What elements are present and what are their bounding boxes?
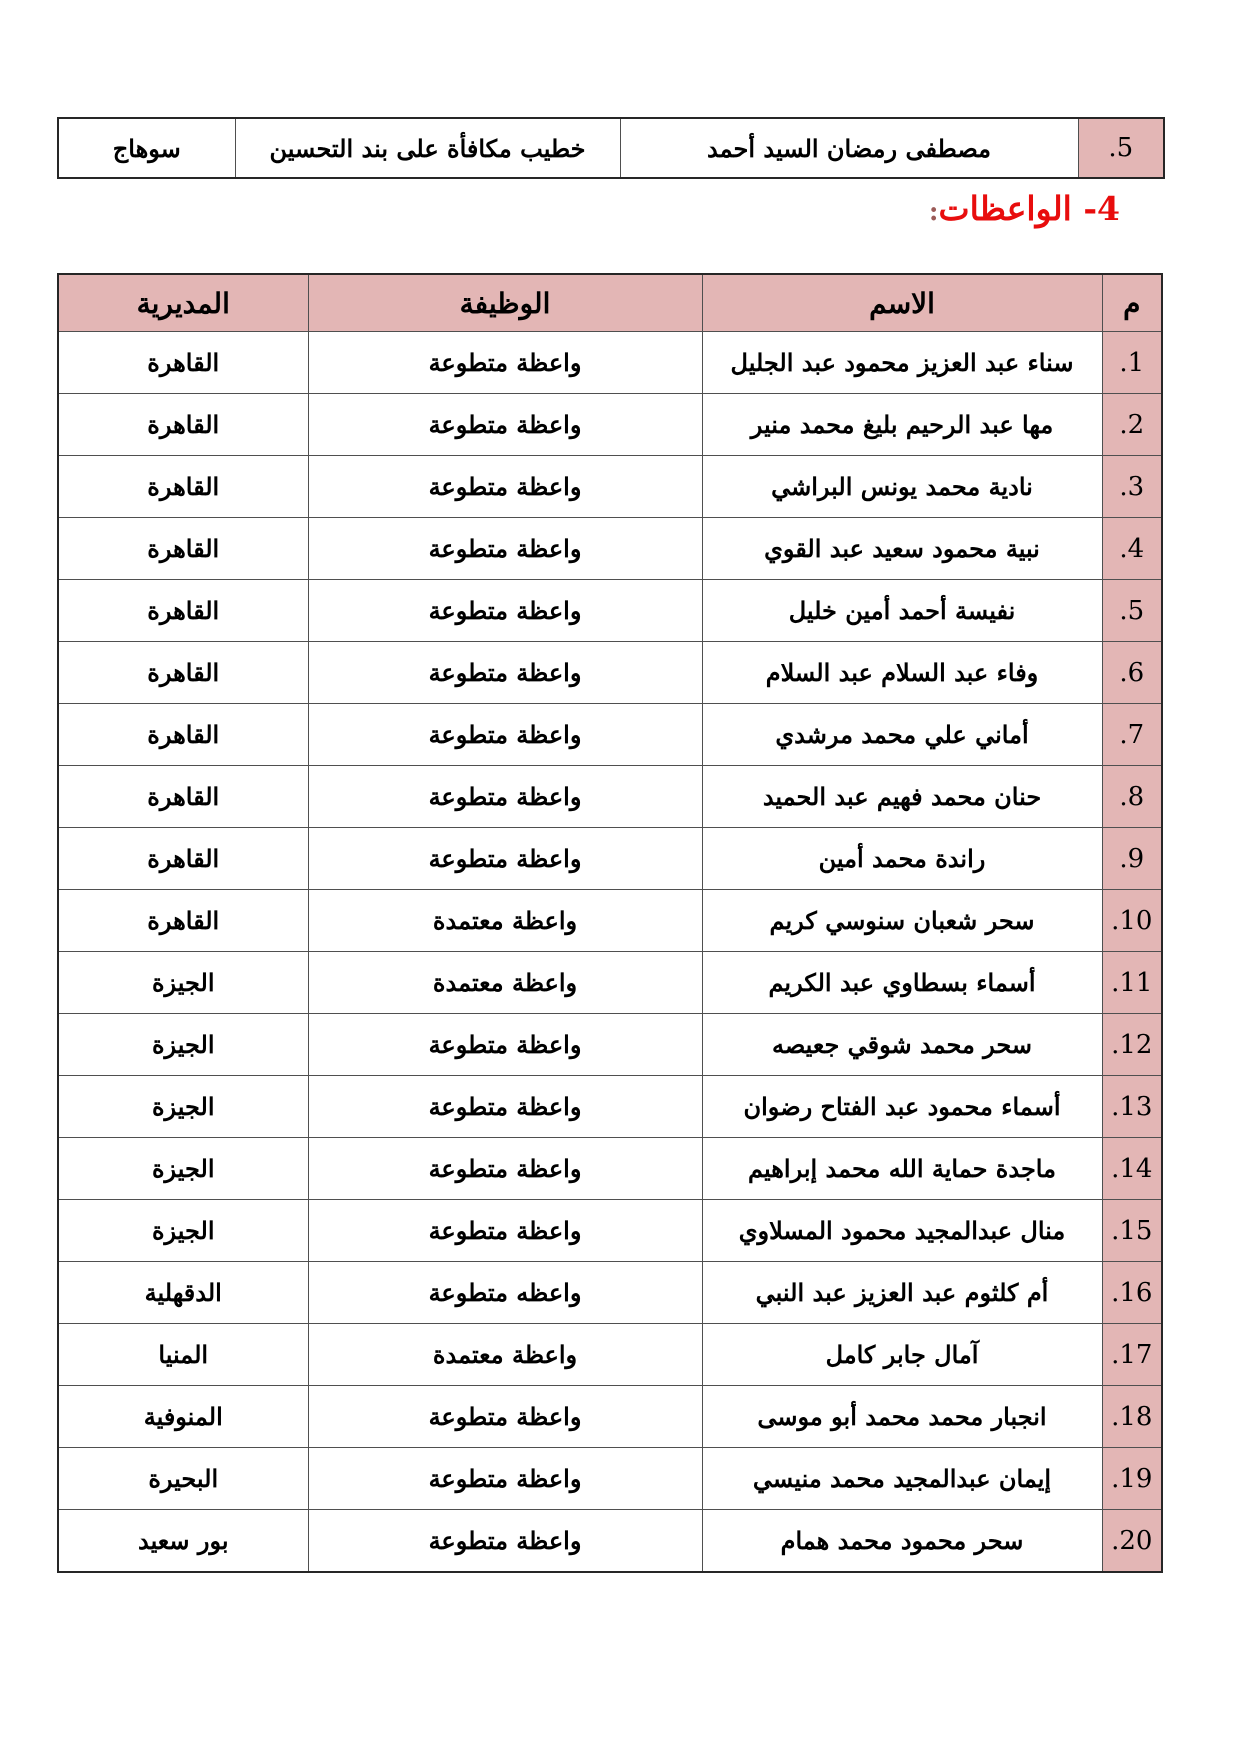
- job-cell: واعظة متطوعة: [308, 1510, 702, 1573]
- name-cell: نادية محمد يونس البراشي: [702, 456, 1102, 518]
- row-number: .20: [1111, 1525, 1153, 1556]
- row-number: .5: [1108, 133, 1134, 163]
- job-cell: واعظة متطوعة: [308, 1448, 702, 1510]
- row-number-cell: [1102, 828, 1162, 890]
- directorate-cell: القاهرة: [58, 394, 308, 456]
- row-number: .2: [1119, 409, 1145, 440]
- name-cell: أماني علي محمد مرشدي: [702, 704, 1102, 766]
- job-cell: واعظة معتمدة: [308, 890, 702, 952]
- job-cell: واعظة متطوعة: [308, 518, 702, 580]
- name-cell: مصطفى رمضان السيد أحمد: [620, 118, 1078, 178]
- table-header-row: [58, 274, 1162, 332]
- header-job: الوظيفة: [308, 274, 702, 332]
- job-cell: واعظة متطوعة: [308, 332, 702, 394]
- table-row: [58, 580, 1162, 642]
- row-number-cell: [1102, 1510, 1162, 1573]
- section-heading: [929, 188, 1120, 231]
- row-number: .7: [1119, 719, 1145, 750]
- name-cell: أم كلثوم عبد العزيز عبد النبي: [702, 1262, 1102, 1324]
- name-cell: منال عبدالمجيد محمود المسلاوي: [702, 1200, 1102, 1262]
- directorate-cell: الدقهلية: [58, 1262, 308, 1324]
- row-number-cell: [1102, 1448, 1162, 1510]
- directorate-cell: القاهرة: [58, 890, 308, 952]
- table-row: [58, 1076, 1162, 1138]
- row-number-cell: [1102, 642, 1162, 704]
- row-number: .10: [1111, 905, 1153, 936]
- directorate-cell: الجيزة: [58, 1138, 308, 1200]
- directorate-cell: الجيزة: [58, 1076, 308, 1138]
- row-number-cell: [1102, 332, 1162, 394]
- job-cell: واعظه متطوعة: [308, 1262, 702, 1324]
- name-cell: سحر محمد شوقي جعيصه: [702, 1014, 1102, 1076]
- directorate-cell: القاهرة: [58, 642, 308, 704]
- row-number: .1: [1119, 347, 1145, 378]
- header-name: الاسم: [702, 274, 1102, 332]
- row-number-cell: [1102, 1076, 1162, 1138]
- section-heading-text: 4- الواعظات: [938, 189, 1120, 228]
- name-cell: مها عبد الرحيم بليغ محمد منير: [702, 394, 1102, 456]
- row-number-cell: [1102, 890, 1162, 952]
- row-number-cell: [1102, 1200, 1162, 1262]
- directorate-cell: القاهرة: [58, 518, 308, 580]
- row-number: .18: [1111, 1401, 1153, 1432]
- job-cell: خطيب مكافأة على بند التحسين: [235, 118, 620, 178]
- name-cell: آمال جابر كامل: [702, 1324, 1102, 1386]
- directorate-cell: القاهرة: [58, 766, 308, 828]
- table-row: [58, 1200, 1162, 1262]
- row-number: .8: [1119, 781, 1145, 812]
- table-row: [58, 1138, 1162, 1200]
- table-row: [58, 518, 1162, 580]
- row-number-cell: [1102, 1324, 1162, 1386]
- table-row: [58, 1386, 1162, 1448]
- job-cell: واعظة متطوعة: [308, 456, 702, 518]
- section-heading-colon: :: [928, 197, 939, 227]
- name-cell: وفاء عبد السلام عبد السلام: [702, 642, 1102, 704]
- job-cell: واعظة متطوعة: [308, 704, 702, 766]
- name-cell: ماجدة حماية الله محمد إبراهيم: [702, 1138, 1102, 1200]
- row-number-cell: [1102, 766, 1162, 828]
- row-number-cell: [1102, 580, 1162, 642]
- directorate-cell: بور سعيد: [58, 1510, 308, 1573]
- row-number: .17: [1111, 1339, 1153, 1370]
- job-cell: واعظة متطوعة: [308, 394, 702, 456]
- table-row: [58, 332, 1162, 394]
- table-row: [58, 456, 1162, 518]
- table-row: [58, 952, 1162, 1014]
- job-cell: واعظة متطوعة: [308, 766, 702, 828]
- name-cell: نبية محمود سعيد عبد القوي: [702, 518, 1102, 580]
- directorate-cell: القاهرة: [58, 332, 308, 394]
- table-row: [58, 118, 1164, 178]
- row-number: .11: [1111, 967, 1153, 998]
- job-cell: واعظة متطوعة: [308, 1386, 702, 1448]
- row-number-cell: [1102, 1138, 1162, 1200]
- directorate-cell: المنوفية: [58, 1386, 308, 1448]
- waezat-table: [57, 273, 1163, 1573]
- header-num: م: [1102, 274, 1162, 332]
- directorate-cell: البحيرة: [58, 1448, 308, 1510]
- table-row: [58, 394, 1162, 456]
- table-row: [58, 828, 1162, 890]
- directorate-cell: الجيزة: [58, 1200, 308, 1262]
- row-number: .4: [1119, 533, 1145, 564]
- row-number: .16: [1111, 1277, 1153, 1308]
- row-number: .13: [1111, 1091, 1153, 1122]
- row-number-cell: [1078, 118, 1164, 178]
- name-cell: أسماء محمود عبد الفتاح رضوان: [702, 1076, 1102, 1138]
- job-cell: واعظة معتمدة: [308, 952, 702, 1014]
- table-row: [58, 1014, 1162, 1076]
- directorate-cell: القاهرة: [58, 828, 308, 890]
- row-number-cell: [1102, 704, 1162, 766]
- directorate-cell: الجيزة: [58, 952, 308, 1014]
- row-number: .12: [1111, 1029, 1153, 1060]
- directorate-cell: القاهرة: [58, 704, 308, 766]
- name-cell: أسماء بسطاوي عبد الكريم: [702, 952, 1102, 1014]
- job-cell: واعظة متطوعة: [308, 1076, 702, 1138]
- directorate-cell: سوهاج: [58, 118, 235, 178]
- directorate-cell: القاهرة: [58, 456, 308, 518]
- job-cell: واعظة معتمدة: [308, 1324, 702, 1386]
- job-cell: واعظة متطوعة: [308, 1014, 702, 1076]
- row-number: .14: [1111, 1153, 1153, 1184]
- row-number: .9: [1119, 843, 1145, 874]
- directorate-cell: المنيا: [58, 1324, 308, 1386]
- row-number-cell: [1102, 394, 1162, 456]
- job-cell: واعظة متطوعة: [308, 1200, 702, 1262]
- name-cell: سحر شعبان سنوسي كريم: [702, 890, 1102, 952]
- directorate-cell: القاهرة: [58, 580, 308, 642]
- job-cell: واعظة متطوعة: [308, 1138, 702, 1200]
- table-row: [58, 890, 1162, 952]
- row-number: .15: [1111, 1215, 1153, 1246]
- row-number: .5: [1119, 595, 1145, 626]
- table-row: [58, 1262, 1162, 1324]
- name-cell: انجبار محمد محمد أبو موسى: [702, 1386, 1102, 1448]
- name-cell: سناء عبد العزيز محمود عبد الجليل: [702, 332, 1102, 394]
- row-number-cell: [1102, 952, 1162, 1014]
- row-number-cell: [1102, 1014, 1162, 1076]
- job-cell: واعظة متطوعة: [308, 828, 702, 890]
- row-number-cell: [1102, 1386, 1162, 1448]
- name-cell: راندة محمد أمين: [702, 828, 1102, 890]
- row-number-cell: [1102, 518, 1162, 580]
- job-cell: واعظة متطوعة: [308, 580, 702, 642]
- job-cell: واعظة متطوعة: [308, 642, 702, 704]
- row-number-cell: [1102, 456, 1162, 518]
- name-cell: إيمان عبدالمجيد محمد منيسي: [702, 1448, 1102, 1510]
- name-cell: سحر محمود محمد همام: [702, 1510, 1102, 1573]
- row-number: .3: [1119, 471, 1145, 502]
- table-row: [58, 642, 1162, 704]
- name-cell: حنان محمد فهيم عبد الحميد: [702, 766, 1102, 828]
- table-row: [58, 1510, 1162, 1573]
- table-row: [58, 1448, 1162, 1510]
- row-number: .19: [1111, 1463, 1153, 1494]
- table-row: [58, 1324, 1162, 1386]
- row-number: .6: [1119, 657, 1145, 688]
- table-row: [58, 704, 1162, 766]
- header-directorate: المديرية: [58, 274, 308, 332]
- directorate-cell: الجيزة: [58, 1014, 308, 1076]
- row-number-cell: [1102, 1262, 1162, 1324]
- khateeb-table-partial: [57, 117, 1165, 179]
- name-cell: نفيسة أحمد أمين خليل: [702, 580, 1102, 642]
- table-row: [58, 766, 1162, 828]
